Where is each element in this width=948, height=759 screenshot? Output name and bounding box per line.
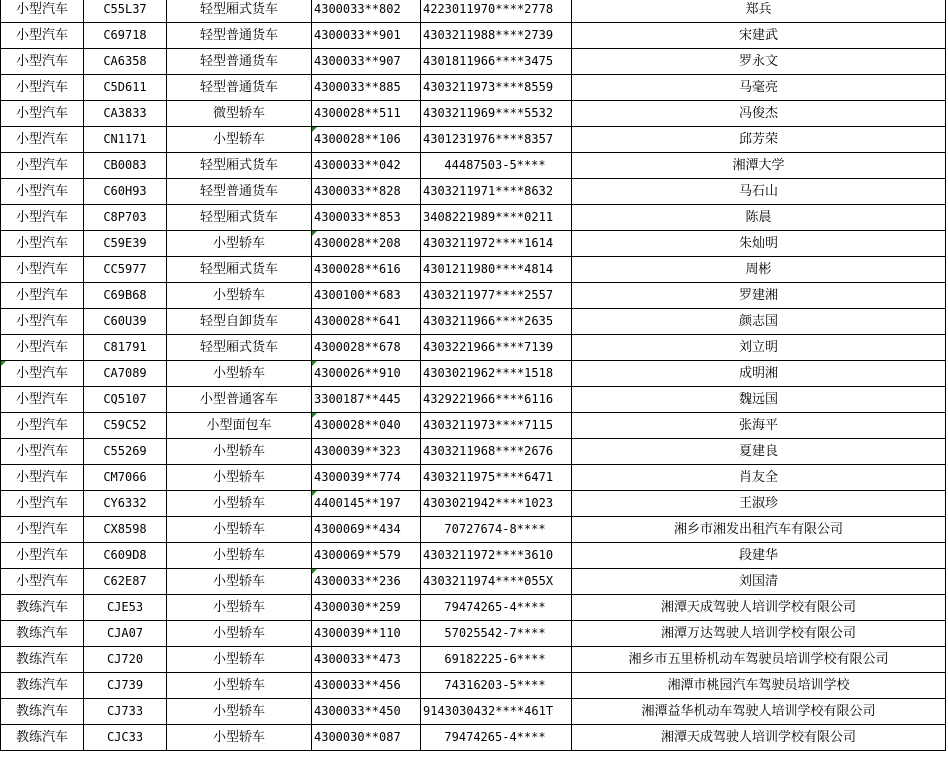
- cell-vehicle-type[interactable]: 轻型厢式货车: [167, 257, 312, 283]
- cell-vehicle-category[interactable]: 教练汽车: [1, 621, 84, 647]
- cell-vehicle-type[interactable]: 小型面包车: [167, 413, 312, 439]
- cell-vehicle-type[interactable]: 轻型普通货车: [167, 49, 312, 75]
- table-row: [1, 23, 946, 49]
- cell-vehicle-type[interactable]: 轻型厢式货车: [167, 153, 312, 179]
- cell-plate-number[interactable]: CY6332: [84, 491, 167, 517]
- cell-vehicle-category[interactable]: 小型汽车: [1, 101, 84, 127]
- cell-plate-number[interactable]: CM7066: [84, 465, 167, 491]
- cell-vehicle-type[interactable]: 小型轿车: [167, 439, 312, 465]
- cell-vehicle-category[interactable]: 小型汽车: [1, 309, 84, 335]
- cell-owner-name[interactable]: 罗建湘: [572, 283, 946, 309]
- cell-vehicle-category[interactable]: 小型汽车: [1, 413, 84, 439]
- table-row: [1, 361, 946, 387]
- table-row: [1, 543, 946, 569]
- table-row: [1, 283, 946, 309]
- spreadsheet-body: [1, 0, 946, 751]
- cell-record-code[interactable]: 4300033**802: [312, 0, 421, 23]
- cell-owner-name[interactable]: 朱灿明: [572, 231, 946, 257]
- cell-id-number[interactable]: 9143030432****461T: [421, 699, 572, 725]
- cell-id-number[interactable]: 4303211972****3610: [421, 543, 572, 569]
- cell-id-number[interactable]: 74316203-5****: [421, 673, 572, 699]
- cell-vehicle-category[interactable]: 教练汽车: [1, 673, 84, 699]
- cell-vehicle-category[interactable]: 小型汽车: [1, 127, 84, 153]
- cell-record-code[interactable]: 4300100**683: [312, 283, 421, 309]
- cell-plate-number[interactable]: C60H93: [84, 179, 167, 205]
- cell-vehicle-type[interactable]: 小型轿车: [167, 283, 312, 309]
- cell-record-code[interactable]: 4300030**087: [312, 725, 421, 751]
- cell-owner-name[interactable]: 刘立明: [572, 335, 946, 361]
- cell-plate-number[interactable]: C59E39: [84, 231, 167, 257]
- cell-plate-number[interactable]: CQ5107: [84, 387, 167, 413]
- table-row: [1, 491, 946, 517]
- cell-vehicle-category[interactable]: 小型汽车: [1, 283, 84, 309]
- cell-vehicle-category[interactable]: 小型汽车: [1, 335, 84, 361]
- cell-vehicle-category[interactable]: 小型汽车: [1, 257, 84, 283]
- table-row: [1, 75, 946, 101]
- cell-record-code[interactable]: 4300033**473: [312, 647, 421, 673]
- cell-record-code[interactable]: 4400145**197: [312, 491, 421, 517]
- cell-owner-name[interactable]: 马石山: [572, 179, 946, 205]
- table-row: [1, 699, 946, 725]
- cell-owner-name[interactable]: 郑兵: [572, 0, 946, 23]
- table-row: [1, 595, 946, 621]
- cell-owner-name[interactable]: 王淑珍: [572, 491, 946, 517]
- cell-id-number[interactable]: 70727674-8****: [421, 517, 572, 543]
- table-row: [1, 673, 946, 699]
- cell-record-code[interactable]: 4300028**208: [312, 231, 421, 257]
- cell-plate-number[interactable]: CJ733: [84, 699, 167, 725]
- cell-owner-name[interactable]: 湘潭天成驾驶人培训学校有限公司: [572, 595, 946, 621]
- cell-vehicle-category[interactable]: 小型汽车: [1, 75, 84, 101]
- cell-vehicle-type[interactable]: 微型轿车: [167, 101, 312, 127]
- cell-owner-name[interactable]: 颜志国: [572, 309, 946, 335]
- cell-plate-number[interactable]: CB0083: [84, 153, 167, 179]
- cell-id-number[interactable]: 4303211974****055X: [421, 569, 572, 595]
- cell-owner-name[interactable]: 段建华: [572, 543, 946, 569]
- cell-owner-name[interactable]: 马毫亮: [572, 75, 946, 101]
- cell-vehicle-type[interactable]: 轻型厢式货车: [167, 335, 312, 361]
- cell-vehicle-type[interactable]: 轻型普通货车: [167, 179, 312, 205]
- table-row: [1, 101, 946, 127]
- cell-record-code[interactable]: 4300026**910: [312, 361, 421, 387]
- cell-owner-name[interactable]: 宋建武: [572, 23, 946, 49]
- cell-vehicle-category[interactable]: 教练汽车: [1, 595, 84, 621]
- cell-vehicle-category[interactable]: 小型汽车: [1, 153, 84, 179]
- cell-record-code[interactable]: 4300033**236: [312, 569, 421, 595]
- cell-plate-number[interactable]: C8P703: [84, 205, 167, 231]
- cell-plate-number[interactable]: C609D8: [84, 543, 167, 569]
- cell-vehicle-category[interactable]: 教练汽车: [1, 647, 84, 673]
- cell-vehicle-type[interactable]: 小型轿车: [167, 621, 312, 647]
- cell-record-code[interactable]: 4300069**434: [312, 517, 421, 543]
- cell-owner-name[interactable]: 魏远国: [572, 387, 946, 413]
- cell-vehicle-type[interactable]: 小型轿车: [167, 543, 312, 569]
- cell-vehicle-category[interactable]: 小型汽车: [1, 543, 84, 569]
- cell-owner-name[interactable]: 湘潭天成驾驶人培训学校有限公司: [572, 725, 946, 751]
- cell-id-number[interactable]: 4303021962****1518: [421, 361, 572, 387]
- table-row: [1, 153, 946, 179]
- cell-id-number[interactable]: 44487503-5****: [421, 153, 572, 179]
- table-row: [1, 517, 946, 543]
- cell-id-number[interactable]: 4303221966****7139: [421, 335, 572, 361]
- cell-plate-number[interactable]: CX8598: [84, 517, 167, 543]
- cell-id-number[interactable]: 4303211975****6471: [421, 465, 572, 491]
- table-row: [1, 387, 946, 413]
- cell-id-number[interactable]: 4303211971****8632: [421, 179, 572, 205]
- cell-owner-name[interactable]: 周彬: [572, 257, 946, 283]
- cell-vehicle-category[interactable]: 小型汽车: [1, 361, 84, 387]
- cell-vehicle-type[interactable]: 小型轿车: [167, 231, 312, 257]
- cell-record-code[interactable]: 4300033**450: [312, 699, 421, 725]
- cell-record-code[interactable]: 4300039**323: [312, 439, 421, 465]
- table-row: [1, 413, 946, 439]
- table-row: [1, 465, 946, 491]
- cell-owner-name[interactable]: 肖友全: [572, 465, 946, 491]
- cell-plate-number[interactable]: CJA07: [84, 621, 167, 647]
- cell-owner-name[interactable]: 湘乡市湘发出租汽车有限公司: [572, 517, 946, 543]
- cell-id-number[interactable]: 79474265-4****: [421, 595, 572, 621]
- cell-record-code[interactable]: 4300039**110: [312, 621, 421, 647]
- cell-id-number[interactable]: 4303211969****5532: [421, 101, 572, 127]
- cell-plate-number[interactable]: CJC33: [84, 725, 167, 751]
- cell-vehicle-type[interactable]: 小型轿车: [167, 699, 312, 725]
- table-row: [1, 231, 946, 257]
- cell-record-code[interactable]: 4300028**040: [312, 413, 421, 439]
- cell-owner-name[interactable]: 邱芳荣: [572, 127, 946, 153]
- cell-vehicle-category[interactable]: 教练汽车: [1, 699, 84, 725]
- cell-plate-number[interactable]: C5D611: [84, 75, 167, 101]
- cell-vehicle-type[interactable]: 小型轿车: [167, 595, 312, 621]
- cell-record-code[interactable]: 4300030**259: [312, 595, 421, 621]
- cell-id-number[interactable]: 79474265-4****: [421, 725, 572, 751]
- cell-vehicle-category[interactable]: 小型汽车: [1, 205, 84, 231]
- cell-id-number[interactable]: 4303211973****7115: [421, 413, 572, 439]
- cell-record-code[interactable]: 4300039**774: [312, 465, 421, 491]
- cell-vehicle-category[interactable]: 小型汽车: [1, 491, 84, 517]
- cell-vehicle-category[interactable]: 小型汽车: [1, 0, 84, 23]
- cell-owner-name[interactable]: 陈晨: [572, 205, 946, 231]
- table-row: [1, 257, 946, 283]
- cell-record-code[interactable]: 4300033**456: [312, 673, 421, 699]
- cell-record-code[interactable]: 4300033**885: [312, 75, 421, 101]
- table-row: [1, 439, 946, 465]
- cell-record-code[interactable]: 4300033**042: [312, 153, 421, 179]
- cell-record-code[interactable]: 4300033**907: [312, 49, 421, 75]
- cell-plate-number[interactable]: CJ739: [84, 673, 167, 699]
- cell-vehicle-category[interactable]: 小型汽车: [1, 439, 84, 465]
- cell-vehicle-type[interactable]: 轻型普通货车: [167, 23, 312, 49]
- cell-plate-number[interactable]: CA7089: [84, 361, 167, 387]
- cell-record-code[interactable]: 4300028**106: [312, 127, 421, 153]
- table-row: [1, 647, 946, 673]
- cell-vehicle-type[interactable]: 轻型厢式货车: [167, 0, 312, 23]
- cell-vehicle-type[interactable]: 小型轿车: [167, 647, 312, 673]
- cell-vehicle-type[interactable]: 小型轿车: [167, 491, 312, 517]
- cell-owner-name[interactable]: 张海平: [572, 413, 946, 439]
- table-row: [1, 569, 946, 595]
- cell-owner-name[interactable]: 成明湘: [572, 361, 946, 387]
- cell-vehicle-type[interactable]: 小型轿车: [167, 725, 312, 751]
- table-row: [1, 621, 946, 647]
- cell-vehicle-type[interactable]: 轻型自卸货车: [167, 309, 312, 335]
- cell-id-number[interactable]: 4303211973****8559: [421, 75, 572, 101]
- cell-vehicle-type[interactable]: 小型轿车: [167, 673, 312, 699]
- cell-vehicle-type[interactable]: 小型轿车: [167, 517, 312, 543]
- cell-vehicle-type[interactable]: 小型轿车: [167, 569, 312, 595]
- cell-plate-number[interactable]: C60U39: [84, 309, 167, 335]
- cell-id-number[interactable]: 4303211968****2676: [421, 439, 572, 465]
- cell-id-number[interactable]: 4303211972****1614: [421, 231, 572, 257]
- cell-vehicle-category[interactable]: 教练汽车: [1, 725, 84, 751]
- cell-plate-number[interactable]: CJE53: [84, 595, 167, 621]
- cell-id-number[interactable]: 4303211966****2635: [421, 309, 572, 335]
- cell-record-code[interactable]: 4300033**901: [312, 23, 421, 49]
- cell-plate-number[interactable]: C55L37: [84, 0, 167, 23]
- cell-owner-name[interactable]: 湘潭大学: [572, 153, 946, 179]
- cell-plate-number[interactable]: CN1171: [84, 127, 167, 153]
- cell-id-number[interactable]: 4301211980****4814: [421, 257, 572, 283]
- cell-plate-number[interactable]: C62E87: [84, 569, 167, 595]
- cell-plate-number[interactable]: CA6358: [84, 49, 167, 75]
- cell-vehicle-type[interactable]: 轻型厢式货车: [167, 205, 312, 231]
- cell-vehicle-category[interactable]: 小型汽车: [1, 49, 84, 75]
- cell-id-number[interactable]: 4301231976****8357: [421, 127, 572, 153]
- table-row: [1, 309, 946, 335]
- cell-owner-name[interactable]: 湘潭市桃园汽车驾驶员培训学校: [572, 673, 946, 699]
- cell-id-number[interactable]: 69182225-6****: [421, 647, 572, 673]
- cell-id-number[interactable]: 4303211977****2557: [421, 283, 572, 309]
- cell-record-code[interactable]: 4300028**641: [312, 309, 421, 335]
- cell-id-number[interactable]: 3408221989****0211: [421, 205, 572, 231]
- cell-vehicle-category[interactable]: 小型汽车: [1, 179, 84, 205]
- cell-owner-name[interactable]: 湘潭益华机动车驾驶人培训学校有限公司: [572, 699, 946, 725]
- cell-vehicle-category[interactable]: 小型汽车: [1, 387, 84, 413]
- cell-vehicle-type[interactable]: 小型轿车: [167, 465, 312, 491]
- cell-plate-number[interactable]: C59C52: [84, 413, 167, 439]
- cell-plate-number[interactable]: C69718: [84, 23, 167, 49]
- cell-owner-name[interactable]: 夏建良: [572, 439, 946, 465]
- table-row: [1, 205, 946, 231]
- table-row: [1, 179, 946, 205]
- cell-owner-name[interactable]: 罗永文: [572, 49, 946, 75]
- table-row: [1, 725, 946, 751]
- cell-owner-name[interactable]: 湘潭万达驾驶人培训学校有限公司: [572, 621, 946, 647]
- cell-owner-name[interactable]: 湘乡市五里桥机动车驾驶员培训学校有限公司: [572, 647, 946, 673]
- table-row: [1, 49, 946, 75]
- cell-plate-number[interactable]: CC5977: [84, 257, 167, 283]
- cell-record-code[interactable]: 4300033**828: [312, 179, 421, 205]
- cell-record-code[interactable]: 3300187**445: [312, 387, 421, 413]
- table-row: [1, 127, 946, 153]
- cell-vehicle-type[interactable]: 小型轿车: [167, 361, 312, 387]
- cell-plate-number[interactable]: C81791: [84, 335, 167, 361]
- table-row: [1, 0, 946, 23]
- cell-vehicle-category[interactable]: 小型汽车: [1, 231, 84, 257]
- cell-id-number[interactable]: 4303211988****2739: [421, 23, 572, 49]
- cell-vehicle-category[interactable]: 小型汽车: [1, 569, 84, 595]
- cell-id-number[interactable]: 4303021942****1023: [421, 491, 572, 517]
- cell-vehicle-type[interactable]: 小型普通客车: [167, 387, 312, 413]
- cell-vehicle-category[interactable]: 小型汽车: [1, 517, 84, 543]
- cell-id-number[interactable]: 57025542-7****: [421, 621, 572, 647]
- cell-plate-number[interactable]: C55269: [84, 439, 167, 465]
- cell-owner-name[interactable]: 刘国清: [572, 569, 946, 595]
- cell-id-number[interactable]: 4223011970****2778: [421, 0, 572, 23]
- cell-id-number[interactable]: 4301811966****3475: [421, 49, 572, 75]
- cell-id-number[interactable]: 4329221966****6116: [421, 387, 572, 413]
- cell-vehicle-category[interactable]: 小型汽车: [1, 23, 84, 49]
- cell-record-code[interactable]: 4300033**853: [312, 205, 421, 231]
- cell-vehicle-category[interactable]: 小型汽车: [1, 465, 84, 491]
- cell-record-code[interactable]: 4300028**511: [312, 101, 421, 127]
- cell-owner-name[interactable]: 冯俊杰: [572, 101, 946, 127]
- cell-plate-number[interactable]: CJ720: [84, 647, 167, 673]
- cell-plate-number[interactable]: C69B68: [84, 283, 167, 309]
- table-row: [1, 335, 946, 361]
- cell-vehicle-type[interactable]: 轻型普通货车: [167, 75, 312, 101]
- cell-record-code[interactable]: 4300028**678: [312, 335, 421, 361]
- cell-record-code[interactable]: 4300069**579: [312, 543, 421, 569]
- cell-record-code[interactable]: 4300028**616: [312, 257, 421, 283]
- cell-plate-number[interactable]: CA3833: [84, 101, 167, 127]
- cell-vehicle-type[interactable]: 小型轿车: [167, 127, 312, 153]
